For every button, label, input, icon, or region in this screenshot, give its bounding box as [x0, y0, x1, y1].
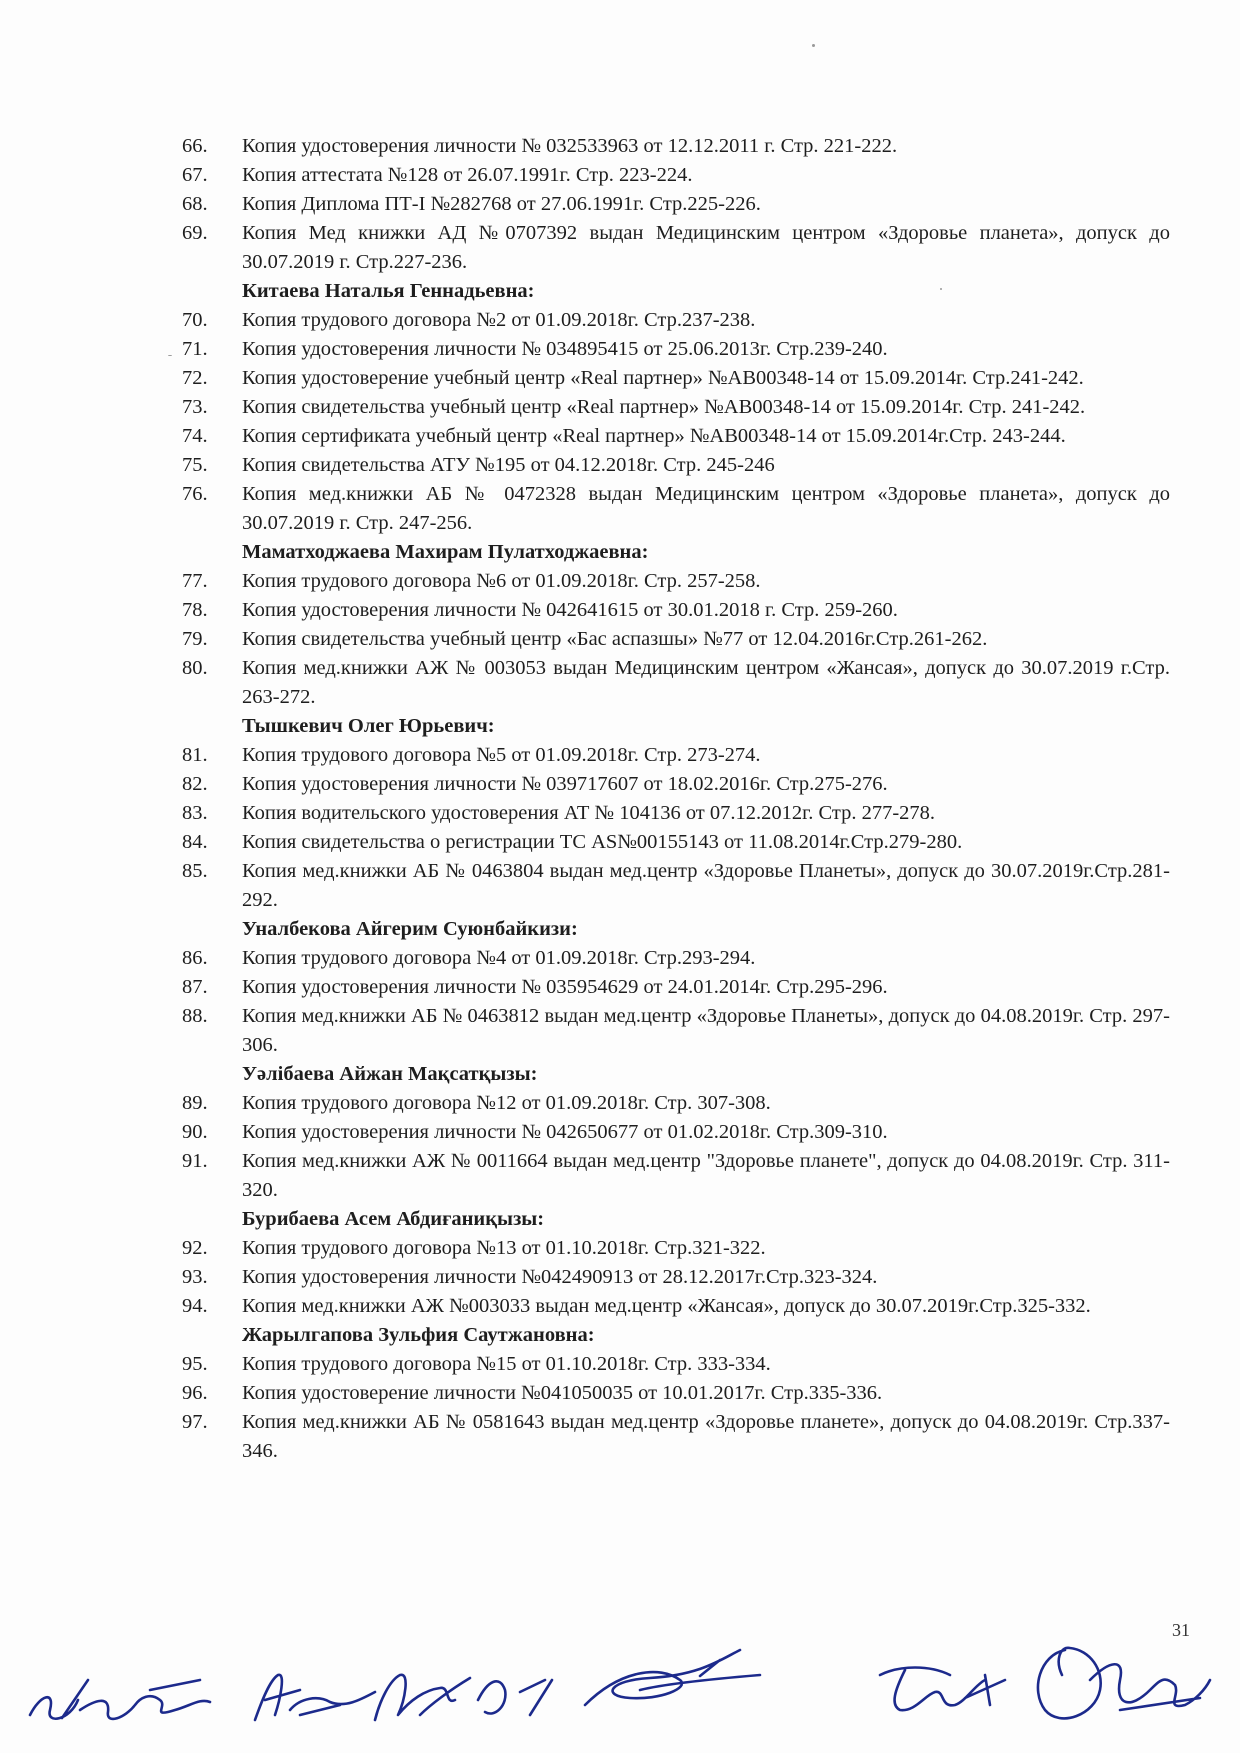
item-number: 66.: [182, 135, 208, 157]
item-text: Копия удостоверения личности № 035954629 от 24.01.2014г. Стр.295-296.: [242, 976, 888, 998]
signatures: [0, 1580, 1240, 1740]
item-number: 74.: [182, 425, 208, 447]
item-number: 97.: [182, 1411, 208, 1433]
signature-2: [255, 1675, 375, 1720]
person-heading: Бурибаева Асем Абдиғаниқызы:: [242, 1208, 545, 1230]
item-text: Копия удостоверения личности № 039717607 от 18.02.2016г. Стр.275-276.: [242, 773, 888, 795]
item-text: Копия свидетельства учебный центр «Real партнер» №АВ00348-14 от 15.09.2014г. Стр. 241-242.: [242, 396, 1086, 418]
list-item: [182, 1002, 1170, 1060]
person-heading: Китаева Наталья Геннадьевна:: [242, 280, 535, 302]
list-item: [182, 451, 1170, 480]
item-text: Копия удостоверения личности № 042641615 от 30.01.2018 г. Стр. 259-260.: [242, 599, 898, 621]
item-text: Копия удостоверения личности № 042650677 от 01.02.2018г. Стр.309-310.: [242, 1121, 888, 1143]
item-number: 93.: [182, 1266, 208, 1288]
document-body: [182, 132, 1170, 1466]
item-number: 94.: [182, 1295, 208, 1317]
list-item: [182, 770, 1170, 799]
list-item: [182, 393, 1170, 422]
item-number: 90.: [182, 1121, 208, 1143]
item-number: 88.: [182, 1005, 208, 1027]
signature-5: [880, 1668, 1005, 1711]
item-text: Копия мед.книжки АЖ № 0011664 выдан мед.центр "Здоровье планете", допуск до 04.08.2019г. Стр. 311-320.: [242, 1150, 1170, 1201]
item-number: 68.: [182, 193, 208, 215]
item-text: Копия водительского удостоверения АТ № 104136 от 07.12.2012г. Стр. 277-278.: [242, 802, 936, 824]
item-number: 70.: [182, 309, 208, 331]
item-text: Копия мед.книжки АБ № 0463812 выдан мед.центр «Здоровье Планеты», допуск до 04.08.2019г. Стр. 297-306.: [242, 1005, 1170, 1056]
scan-speck: [812, 44, 815, 47]
item-text: Копия Диплома ПТ-I №282768 от 27.06.1991г. Стр.225-226.: [242, 193, 761, 215]
list-item: [182, 190, 1170, 219]
list-item: [182, 219, 1170, 277]
list-item: [182, 799, 1170, 828]
item-text: Копия удостоверение учебный центр «Real партнер» №АВ00348-14 от 15.09.2014г. Стр.241-242.: [242, 367, 1084, 389]
list-item: [182, 1379, 1170, 1408]
list-item: [182, 567, 1170, 596]
list-item: [182, 1118, 1170, 1147]
list-item: [182, 857, 1170, 915]
item-text: Копия свидетельства о регистрации ТС AS№00155143 от 11.08.2014г.Стр.279-280.: [242, 831, 963, 853]
list-item: [182, 1263, 1170, 1292]
item-text: Копия удостоверения личности № 032533963 от 12.12.2011 г. Стр. 221-222.: [242, 135, 898, 157]
item-text: Копия трудового договора №6 от 01.09.2018г. Стр. 257-258.: [242, 570, 761, 592]
item-number: 79.: [182, 628, 208, 650]
item-number: 84.: [182, 831, 208, 853]
item-number: 95.: [182, 1353, 208, 1375]
item-text: Копия трудового договора №12 от 01.09.2018г. Стр. 307-308.: [242, 1092, 771, 1114]
item-text: Копия свидетельства учебный центр «Бас аспазшы» №77 от 12.04.2016г.Стр.261-262.: [242, 628, 988, 650]
item-number: 87.: [182, 976, 208, 998]
item-text: Копия сертификата учебный центр «Real партнер» №АВ00348-14 от 15.09.2014г.Стр. 243-244.: [242, 425, 1066, 447]
item-number: 77.: [182, 570, 208, 592]
item-text: Копия трудового договора №4 от 01.09.2018г. Стр.293-294.: [242, 947, 756, 969]
signature-3: [375, 1675, 552, 1720]
item-text: Копия трудового договора №13 от 01.10.2018г. Стр.321-322.: [242, 1237, 766, 1259]
item-text: Копия свидетельства АТУ №195 от 04.12.2018г. Стр. 245-246: [242, 454, 775, 476]
item-number: 89.: [182, 1092, 208, 1114]
signature-4: [585, 1650, 760, 1705]
item-text: Копия мед.книжки АБ № 0472328 выдан Медицинским центром «Здоровье планета», допуск до 30.07.2019 г. Стр. 247-256.: [242, 483, 1170, 534]
item-number: 69.: [182, 222, 208, 244]
list-item: [182, 828, 1170, 857]
item-number: 72.: [182, 367, 208, 389]
list-item: [182, 132, 1170, 161]
item-number: 96.: [182, 1382, 208, 1404]
item-text: Копия удостоверение личности №041050035 от 10.01.2017г. Стр.335-336.: [242, 1382, 883, 1404]
list-item: [182, 1350, 1170, 1379]
list-item: [182, 1089, 1170, 1118]
signature-6: [1038, 1648, 1210, 1719]
item-number: 83.: [182, 802, 208, 824]
item-text: Копия мед.книжки АЖ № 003053 выдан Медицинским центром «Жансая», допуск до 30.07.2019 г.Стр. 263-272.: [242, 657, 1170, 708]
list-item: [182, 364, 1170, 393]
item-number: 78.: [182, 599, 208, 621]
person-heading: Маматходжаева Махирам Пулатходжаевна:: [242, 541, 649, 563]
person-heading: Тышкевич Олег Юрьевич:: [242, 715, 495, 737]
person-heading: Уналбекова Айгерим Суюнбайкизи:: [242, 918, 578, 940]
list-item: [182, 596, 1170, 625]
item-number: 71.: [182, 338, 208, 360]
page-number: 31: [1172, 1620, 1190, 1640]
item-text: Копия удостоверения личности №042490913 от 28.12.2017г.Стр.323-324.: [242, 1266, 878, 1288]
item-number: 67.: [182, 164, 208, 186]
list-item: [182, 335, 1170, 364]
item-number: 82.: [182, 773, 208, 795]
list-item: [182, 1147, 1170, 1205]
list-item: [182, 741, 1170, 770]
list-item: [182, 422, 1170, 451]
list-item: [182, 973, 1170, 1002]
item-text: Копия мед.книжки АБ № 0463804 выдан мед.центр «Здоровье Планеты», допуск до 30.07.2019г.Стр.281-292.: [242, 860, 1170, 911]
list-item: [182, 161, 1170, 190]
list-item: [182, 654, 1170, 712]
item-number: 73.: [182, 396, 208, 418]
item-text: Копия трудового договора №5 от 01.09.2018г. Стр. 273-274.: [242, 744, 761, 766]
item-text: Копия трудового договора №2 от 01.09.2018г. Стр.237-238.: [242, 309, 756, 331]
list-item: [182, 625, 1170, 654]
list-item: [182, 306, 1170, 335]
item-text: Копия мед.книжки АБ № 0581643 выдан мед.центр «Здоровье планете», допуск до 04.08.2019г. Стр.337-346.: [242, 1411, 1170, 1462]
item-number: 86.: [182, 947, 208, 969]
list-item: [182, 1292, 1170, 1321]
item-text: Копия мед.книжки АЖ №003033 выдан мед.центр «Жансая», допуск до 30.07.2019г.Стр.325-332.: [242, 1295, 1091, 1317]
scan-speck: [168, 355, 172, 356]
item-number: 75.: [182, 454, 208, 476]
item-number: 92.: [182, 1237, 208, 1259]
item-number: 81.: [182, 744, 208, 766]
list-item: [182, 944, 1170, 973]
item-number: 91.: [182, 1150, 208, 1172]
signature-1: [30, 1680, 210, 1719]
person-heading: Жарылгапова Зульфия Саутжановна:: [242, 1324, 595, 1346]
list-item: [182, 480, 1170, 538]
person-heading: Уәлібаева Айжан Мақсатқызы:: [242, 1063, 538, 1085]
item-text: Копия трудового договора №15 от 01.10.2018г. Стр. 333-334.: [242, 1353, 771, 1375]
list-item: [182, 1408, 1170, 1466]
item-text: Копия удостоверения личности № 034895415 от 25.06.2013г. Стр.239-240.: [242, 338, 888, 360]
item-number: 80.: [182, 657, 208, 679]
item-text: Копия аттестата №128 от 26.07.1991г. Стр. 223-224.: [242, 164, 693, 186]
item-number: 76.: [182, 483, 208, 505]
item-number: 85.: [182, 860, 208, 882]
list-item: [182, 1234, 1170, 1263]
item-text: Копия Мед книжки АД №0707392 выдан Медицинским центром «Здоровье планета», допуск до 30.07.2019 г. Стр.227-236.: [242, 222, 1170, 273]
